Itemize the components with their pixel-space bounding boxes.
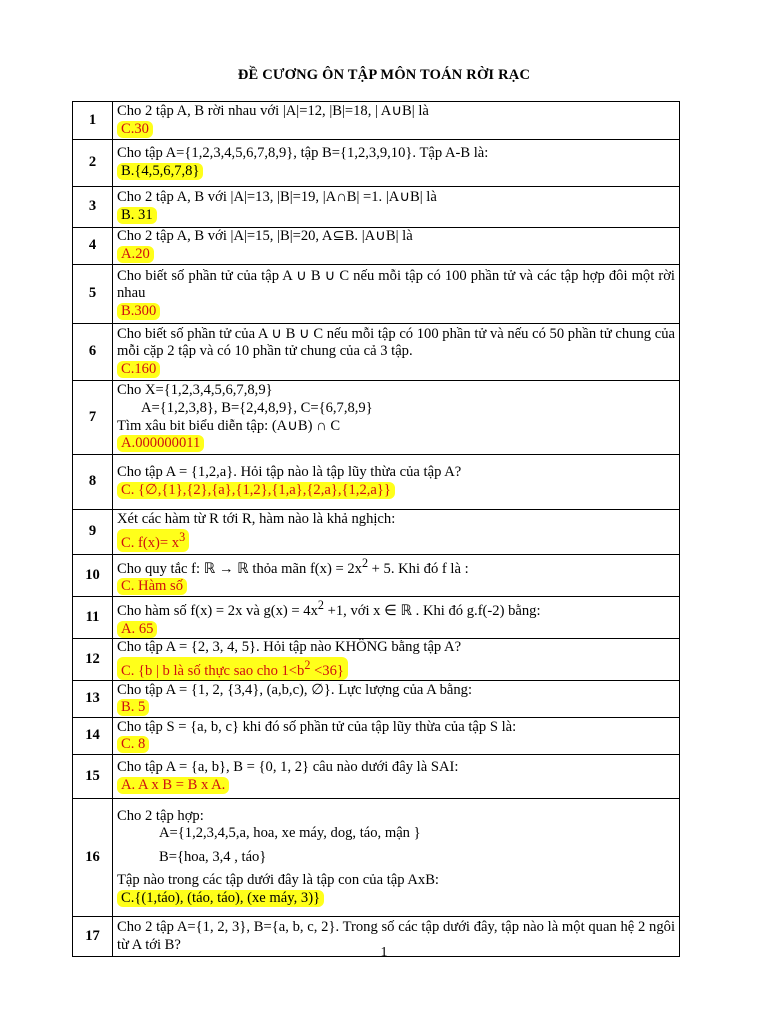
table-row	[73, 228, 680, 265]
question-text	[117, 597, 675, 620]
table-row	[73, 187, 680, 228]
table-row	[73, 140, 680, 187]
question-part: +1, với x ∈ ℝ . Khi đó g.f(-2) bằng:	[323, 602, 541, 619]
row-number: 5	[73, 265, 113, 324]
row-number: 12	[73, 639, 113, 681]
table-row	[73, 718, 680, 755]
answer-highlight: A. 65	[117, 621, 157, 638]
answer-highlight: B. 31	[117, 207, 157, 224]
row-number: 14	[73, 718, 113, 755]
answer-highlight	[117, 529, 189, 552]
answer-part: <36}	[310, 662, 344, 679]
table-row	[73, 265, 680, 324]
question-text: Cho tập A = {2, 3, 4, 5}. Hỏi tập nào KHÔNG bằng tập A?	[117, 639, 462, 656]
row-number: 1	[73, 102, 113, 140]
question-cell	[113, 597, 680, 639]
document-title: ĐỀ CƯƠNG ÔN TẬP MÔN TOÁN RỜI RẠC	[237, 67, 531, 83]
row-number: 10	[73, 555, 113, 597]
answer-part: C. {b | b là số thực sao cho 1<b	[121, 662, 305, 679]
question-text: Cho X={1,2,3,4,5,6,7,8,9}	[117, 382, 273, 399]
question-text: Cho 2 tập A, B rời nhau với |A|=12, |B|=18, | A∪B| là	[117, 102, 429, 119]
question-line: Tìm xâu bit biểu diễn tập: (A∪B) ∩ C	[117, 417, 341, 434]
question-cell	[113, 140, 680, 187]
row-number: 15	[73, 755, 113, 799]
answer-highlight: A.20	[117, 246, 154, 263]
question-cell	[113, 102, 680, 140]
answer-highlight: B. 5	[117, 699, 149, 716]
answer-highlight: C. {∅,{1},{2},{a},{1,2},{1,a},{2,a},{1,2,a}}	[117, 482, 395, 499]
question-text: Xét các hàm từ R tới R, hàm nào là khả nghịch:	[117, 511, 396, 528]
question-cell	[113, 265, 680, 324]
question-cell	[113, 799, 680, 917]
question-text: Cho 2 tập hợp:	[117, 807, 204, 824]
row-number: 4	[73, 228, 113, 265]
page-number: 1	[380, 945, 388, 960]
table-row	[73, 102, 680, 140]
question-text: Cho 2 tập A={1, 2, 3}, B={a, b, c, 2}. Trong số các tập dưới đây, tập nào là một quan hệ 2 ngôi từ A tới B?	[117, 919, 675, 953]
question-cell	[113, 455, 680, 510]
answer-superscript: 3	[179, 530, 186, 545]
table-row	[73, 755, 680, 799]
answer-highlight: C. Hàm số	[117, 578, 187, 595]
question-text: Cho tập S = {a, b, c} khi đó số phần tử của tập lũy thừa của tập S là:	[117, 718, 517, 735]
row-number: 3	[73, 187, 113, 228]
table-row	[73, 639, 680, 681]
table-row	[73, 381, 680, 455]
table-row	[73, 324, 680, 381]
question-cell	[113, 228, 680, 265]
table-row	[73, 799, 680, 917]
question-text: Cho tập A = {1, 2, {3,4}, (a,b,c), ∅}. Lực lượng của A bằng:	[117, 681, 473, 698]
answer-text: C. f(x)= x	[121, 534, 180, 551]
answer-highlight	[117, 657, 348, 680]
row-number: 6	[73, 324, 113, 381]
row-number: 9	[73, 510, 113, 555]
question-cell	[113, 718, 680, 755]
question-cell	[113, 187, 680, 228]
question-part: + 5. Khi đó f là :	[368, 560, 469, 577]
question-text: Cho biết số phần tử của A ∪ B ∪ C nếu mỗi tập có 100 phần tử và nếu có 50 phần tử chung của mỗi cặp 2 tập và có 10 phần tử chung của cả 3 tập.	[117, 325, 675, 360]
question-cell	[113, 755, 680, 799]
question-superscript: 2	[361, 556, 369, 570]
table-row	[73, 681, 680, 718]
row-number: 17	[73, 917, 113, 957]
question-line: A={1,2,3,8}, B={2,4,8,9}, C={6,7,8,9}	[141, 399, 373, 416]
question-cell	[113, 510, 680, 555]
answer-highlight: C. 8	[117, 736, 149, 753]
question-cell	[113, 381, 680, 455]
table-row	[73, 455, 680, 510]
question-text: Cho 2 tập A, B với |A|=13, |B|=19, |A∩B| =1. |A∪B| là	[117, 189, 437, 206]
question-part: Cho quy tắc f: ℝ → ℝ thỏa mãn f(x) = 2x	[117, 560, 362, 577]
question-text: Cho tập A={1,2,3,4,5,6,7,8,9}, tập B={1,2,3,9,10}. Tập A-B là:	[117, 145, 489, 162]
row-number: 13	[73, 681, 113, 718]
row-number: 16	[73, 799, 113, 917]
question-text: Cho tập A = {1,2,a}. Hỏi tập nào là tập lũy thừa của tập A?	[117, 464, 462, 481]
answer-highlight: A.000000011	[117, 435, 204, 452]
question-cell	[113, 681, 680, 718]
question-superscript: 2	[317, 598, 324, 613]
answer-highlight: C.160	[117, 361, 160, 378]
question-cell	[113, 555, 680, 597]
table-row	[73, 510, 680, 555]
row-number: 8	[73, 455, 113, 510]
question-table	[72, 101, 680, 957]
question-text: Cho tập A = {a, b}, B = {0, 1, 2} câu nào dưới đây là SAI:	[117, 759, 459, 776]
answer-highlight: B.300	[117, 303, 160, 320]
question-cell	[113, 324, 680, 381]
table-row	[73, 555, 680, 597]
answer-superscript: 2	[304, 657, 311, 672]
answer-highlight: C.30	[117, 121, 153, 138]
answer-highlight: A. A x B = B x A.	[117, 777, 229, 794]
question-line: B={hoa, 3,4 , táo}	[159, 848, 267, 865]
question-text: Cho 2 tập A, B với |A|=15, |B|=20, A⊆B. |A∪B| là	[117, 228, 413, 245]
table-row	[73, 597, 680, 639]
question-text	[117, 555, 675, 578]
answer-highlight: C.{(1,táo), (táo, táo), (xe máy, 3)}	[117, 890, 324, 907]
question-line: A={1,2,3,4,5,a, hoa, xe máy, dog, táo, mận }	[159, 825, 421, 842]
row-number: 11	[73, 597, 113, 639]
question-part: Cho hàm số f(x) = 2x và g(x) = 4x	[117, 602, 318, 619]
row-number: 2	[73, 140, 113, 187]
answer-highlight: B.{4,5,6,7,8}	[117, 163, 203, 180]
row-number: 7	[73, 381, 113, 455]
question-line: Tập nào trong các tập dưới đây là tập con của tập AxB:	[117, 872, 439, 889]
question-text: Cho biết số phần tử của tập A ∪ B ∪ C nếu mỗi tập có 100 phần tử và các tập hợp đôi một rời nhau	[117, 267, 675, 302]
question-cell	[113, 639, 680, 681]
